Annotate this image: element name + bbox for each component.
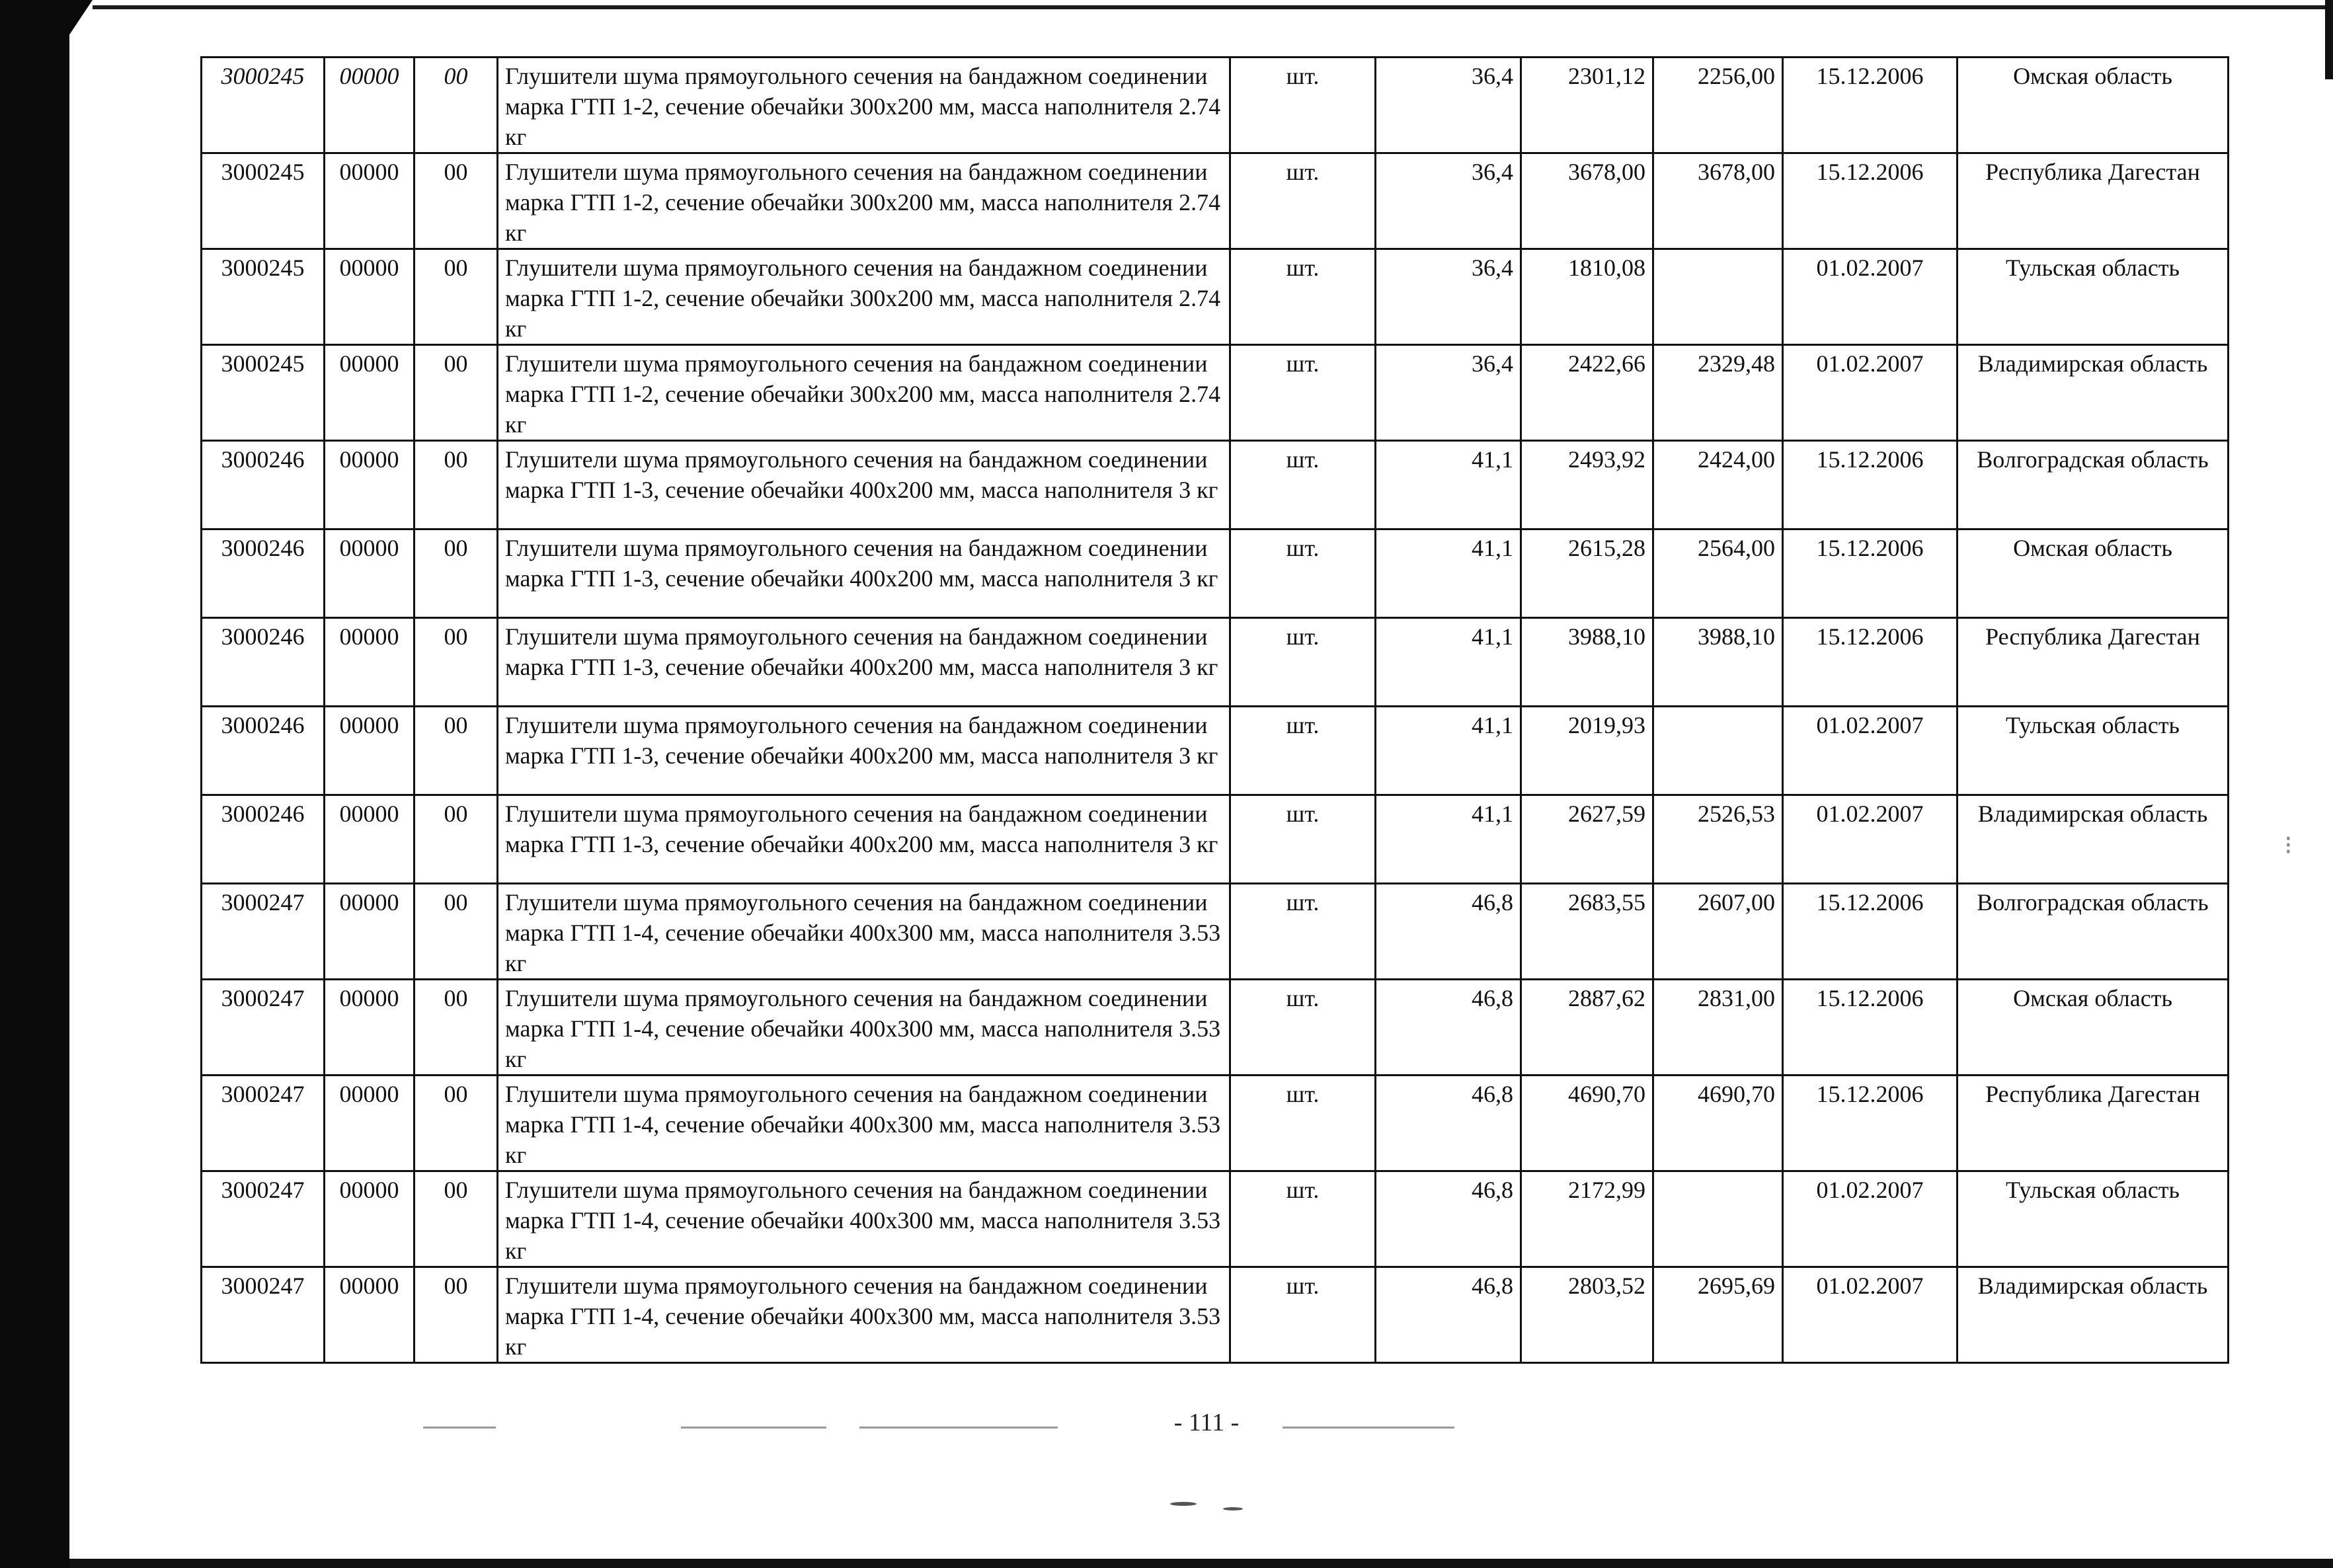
row-code: 3000246 (202, 618, 325, 707)
row-date: 01.02.2007 (1783, 1267, 1957, 1363)
row-code: 3000247 (202, 884, 325, 980)
row-subcode: 00000 (325, 795, 415, 884)
row-subcode: 00000 (325, 153, 415, 249)
row-unit: шт. (1230, 1171, 1376, 1267)
row-unit: шт. (1230, 707, 1376, 795)
row-weight: 41,1 (1376, 707, 1521, 795)
row-date: 15.12.2006 (1783, 1076, 1957, 1171)
row-unit: шт. (1230, 1267, 1376, 1363)
table-row (202, 529, 2229, 618)
row-region: Республика Дагестан (1957, 1076, 2229, 1171)
row-subcode: 00000 (325, 980, 415, 1076)
scan-noise (1170, 1502, 1197, 1506)
row-subcode: 00000 (325, 441, 415, 529)
row-subcode: 00000 (325, 1171, 415, 1267)
row-suffix: 00 (415, 441, 498, 529)
table-row (202, 795, 2229, 884)
row-unit: шт. (1230, 980, 1376, 1076)
row-unit: шт. (1230, 153, 1376, 249)
row-price-2: 2695,69 (1653, 1267, 1783, 1363)
row-suffix: 00 (415, 884, 498, 980)
table-row (202, 707, 2229, 795)
row-region: Тульская область (1957, 249, 2229, 345)
table-body (202, 58, 2229, 1363)
scan-noise (681, 1427, 826, 1429)
scan-border-left (0, 0, 69, 1568)
row-code: 3000245 (202, 153, 325, 249)
row-price-1: 2493,92 (1521, 441, 1653, 529)
row-price-2: 3988,10 (1653, 618, 1783, 707)
row-region: Республика Дагестан (1957, 153, 2229, 249)
row-unit: шт. (1230, 345, 1376, 441)
row-price-2 (1653, 1171, 1783, 1267)
row-weight: 36,4 (1376, 153, 1521, 249)
row-price-1: 2615,28 (1521, 529, 1653, 618)
row-date: 01.02.2007 (1783, 249, 1957, 345)
row-description: Глушители шума прямоугольного сечения на бандажном соединении марка ГТП 1-2, сечение обечайки 300х200 мм, масса наполнителя 2.74 кг (498, 345, 1230, 441)
row-description: Глушители шума прямоугольного сечения на бандажном соединении марка ГТП 1-2, сечение обечайки 300х200 мм, масса наполнителя 2.74 кг (498, 58, 1230, 153)
row-suffix: 00 (415, 980, 498, 1076)
row-description: Глушители шума прямоугольного сечения на бандажном соединении марка ГТП 1-4, сечение обечайки 400х300 мм, масса наполнителя 3.53 кг (498, 884, 1230, 980)
table-row (202, 1267, 2229, 1363)
row-subcode: 00000 (325, 618, 415, 707)
row-suffix: 00 (415, 1076, 498, 1171)
table-row (202, 153, 2229, 249)
row-subcode: 00000 (325, 249, 415, 345)
row-code: 3000246 (202, 707, 325, 795)
row-code: 3000245 (202, 58, 325, 153)
row-date: 15.12.2006 (1783, 529, 1957, 618)
row-weight: 41,1 (1376, 529, 1521, 618)
row-price-1: 2172,99 (1521, 1171, 1653, 1267)
row-region: Тульская область (1957, 707, 2229, 795)
row-region: Тульская область (1957, 1171, 2229, 1267)
row-weight: 41,1 (1376, 441, 1521, 529)
row-date: 15.12.2006 (1783, 618, 1957, 707)
row-description: Глушители шума прямоугольного сечения на бандажном соединении марка ГТП 1-4, сечение обечайки 400х300 мм, масса наполнителя 3.53 кг (498, 1171, 1230, 1267)
row-region: Республика Дагестан (1957, 618, 2229, 707)
row-code: 3000247 (202, 1171, 325, 1267)
row-date: 01.02.2007 (1783, 1171, 1957, 1267)
row-description: Глушители шума прямоугольного сечения на бандажном соединении марка ГТП 1-4, сечение обечайки 400х300 мм, масса наполнителя 3.53 кг (498, 1267, 1230, 1363)
row-region: Волгоградская область (1957, 441, 2229, 529)
row-subcode: 00000 (325, 345, 415, 441)
scan-noise (423, 1427, 496, 1429)
row-date: 01.02.2007 (1783, 345, 1957, 441)
row-suffix: 00 (415, 1267, 498, 1363)
row-code: 3000245 (202, 345, 325, 441)
margin-mark: ⁝ (2284, 830, 2293, 860)
row-description: Глушители шума прямоугольного сечения на бандажном соединении марка ГТП 1-4, сечение обечайки 400х300 мм, масса наполнителя 3.53 кг (498, 1076, 1230, 1171)
row-weight: 46,8 (1376, 1076, 1521, 1171)
row-weight: 36,4 (1376, 345, 1521, 441)
row-region: Владимирская область (1957, 1267, 2229, 1363)
row-price-2 (1653, 249, 1783, 345)
row-date: 15.12.2006 (1783, 58, 1957, 153)
row-unit: шт. (1230, 58, 1376, 153)
row-region: Омская область (1957, 980, 2229, 1076)
price-table-container (200, 56, 2227, 1364)
row-region: Омская область (1957, 529, 2229, 618)
row-price-2: 3678,00 (1653, 153, 1783, 249)
row-weight: 36,4 (1376, 58, 1521, 153)
row-price-1: 2301,12 (1521, 58, 1653, 153)
table-row (202, 345, 2229, 441)
row-region: Владимирская область (1957, 795, 2229, 884)
row-unit: шт. (1230, 441, 1376, 529)
row-weight: 41,1 (1376, 795, 1521, 884)
row-price-2: 2831,00 (1653, 980, 1783, 1076)
row-unit: шт. (1230, 795, 1376, 884)
row-description: Глушители шума прямоугольного сечения на бандажном соединении марка ГТП 1-4, сечение обечайки 400х300 мм, масса наполнителя 3.53 кг (498, 980, 1230, 1076)
scan-border-corner (66, 0, 93, 40)
row-price-2: 2607,00 (1653, 884, 1783, 980)
row-description: Глушители шума прямоугольного сечения на бандажном соединении марка ГТП 1-3, сечение обечайки 400х200 мм, масса наполнителя 3 кг (498, 795, 1230, 884)
row-suffix: 00 (415, 707, 498, 795)
table-row (202, 58, 2229, 153)
row-price-2 (1653, 707, 1783, 795)
row-unit: шт. (1230, 529, 1376, 618)
row-date: 01.02.2007 (1783, 795, 1957, 884)
row-code: 3000247 (202, 980, 325, 1076)
row-suffix: 00 (415, 795, 498, 884)
row-price-1: 2887,62 (1521, 980, 1653, 1076)
row-description: Глушители шума прямоугольного сечения на бандажном соединении марка ГТП 1-3, сечение обечайки 400х200 мм, масса наполнителя 3 кг (498, 529, 1230, 618)
row-price-1: 2627,59 (1521, 795, 1653, 884)
table-row (202, 618, 2229, 707)
row-price-2: 2526,53 (1653, 795, 1783, 884)
row-description: Глушители шума прямоугольного сечения на бандажном соединении марка ГТП 1-3, сечение обечайки 400х200 мм, масса наполнителя 3 кг (498, 618, 1230, 707)
row-code: 3000247 (202, 1267, 325, 1363)
row-price-1: 3678,00 (1521, 153, 1653, 249)
row-date: 15.12.2006 (1783, 884, 1957, 980)
row-suffix: 00 (415, 618, 498, 707)
scan-border-top (93, 5, 2333, 9)
price-table (200, 56, 2229, 1364)
row-subcode: 00000 (325, 884, 415, 980)
row-date: 01.02.2007 (1783, 707, 1957, 795)
row-date: 15.12.2006 (1783, 980, 1957, 1076)
row-price-1: 4690,70 (1521, 1076, 1653, 1171)
row-subcode: 00000 (325, 1267, 415, 1363)
scan-noise (1223, 1507, 1243, 1510)
row-description: Глушители шума прямоугольного сечения на бандажном соединении марка ГТП 1-2, сечение обечайки 300х200 мм, масса наполнителя 2.74 кг (498, 153, 1230, 249)
row-code: 3000246 (202, 441, 325, 529)
row-date: 15.12.2006 (1783, 153, 1957, 249)
row-weight: 46,8 (1376, 884, 1521, 980)
row-suffix: 00 (415, 1171, 498, 1267)
row-subcode: 00000 (325, 529, 415, 618)
row-region: Владимирская область (1957, 345, 2229, 441)
row-description: Глушители шума прямоугольного сечения на бандажном соединении марка ГТП 1-3, сечение обечайки 400х200 мм, масса наполнителя 3 кг (498, 441, 1230, 529)
table-row (202, 249, 2229, 345)
table-row (202, 441, 2229, 529)
row-subcode: 00000 (325, 58, 415, 153)
row-description: Глушители шума прямоугольного сечения на бандажном соединении марка ГТП 1-2, сечение обечайки 300х200 мм, масса наполнителя 2.74 кг (498, 249, 1230, 345)
row-region: Волгоградская область (1957, 884, 2229, 980)
row-code: 3000245 (202, 249, 325, 345)
scan-noise (1283, 1427, 1454, 1429)
row-price-2: 2564,00 (1653, 529, 1783, 618)
row-price-1: 2019,93 (1521, 707, 1653, 795)
table-row (202, 884, 2229, 980)
row-unit: шт. (1230, 1076, 1376, 1171)
row-price-1: 2803,52 (1521, 1267, 1653, 1363)
row-description: Глушители шума прямоугольного сечения на бандажном соединении марка ГТП 1-3, сечение обечайки 400х200 мм, масса наполнителя 3 кг (498, 707, 1230, 795)
row-unit: шт. (1230, 618, 1376, 707)
row-unit: шт. (1230, 249, 1376, 345)
table-row (202, 980, 2229, 1076)
scan-border-bottom (69, 1559, 2333, 1568)
row-suffix: 00 (415, 345, 498, 441)
row-weight: 46,8 (1376, 1267, 1521, 1363)
row-code: 3000246 (202, 795, 325, 884)
row-price-1: 1810,08 (1521, 249, 1653, 345)
row-code: 3000247 (202, 1076, 325, 1171)
row-region: Омская область (1957, 58, 2229, 153)
row-date: 15.12.2006 (1783, 441, 1957, 529)
row-suffix: 00 (415, 153, 498, 249)
row-subcode: 00000 (325, 707, 415, 795)
row-weight: 41,1 (1376, 618, 1521, 707)
row-weight: 36,4 (1376, 249, 1521, 345)
scan-noise (859, 1427, 1058, 1429)
row-price-1: 2683,55 (1521, 884, 1653, 980)
row-price-1: 3988,10 (1521, 618, 1653, 707)
row-suffix: 00 (415, 58, 498, 153)
scan-border-right (2325, 0, 2333, 79)
row-subcode: 00000 (325, 1076, 415, 1171)
table-row (202, 1076, 2229, 1171)
row-suffix: 00 (415, 249, 498, 345)
table-row (202, 1171, 2229, 1267)
row-price-2: 4690,70 (1653, 1076, 1783, 1171)
row-suffix: 00 (415, 529, 498, 618)
page-number: - 111 - (1173, 1409, 1240, 1436)
row-price-2: 2256,00 (1653, 58, 1783, 153)
row-weight: 46,8 (1376, 1171, 1521, 1267)
row-weight: 46,8 (1376, 980, 1521, 1076)
row-price-2: 2424,00 (1653, 441, 1783, 529)
row-price-1: 2422,66 (1521, 345, 1653, 441)
row-price-2: 2329,48 (1653, 345, 1783, 441)
row-code: 3000246 (202, 529, 325, 618)
row-unit: шт. (1230, 884, 1376, 980)
